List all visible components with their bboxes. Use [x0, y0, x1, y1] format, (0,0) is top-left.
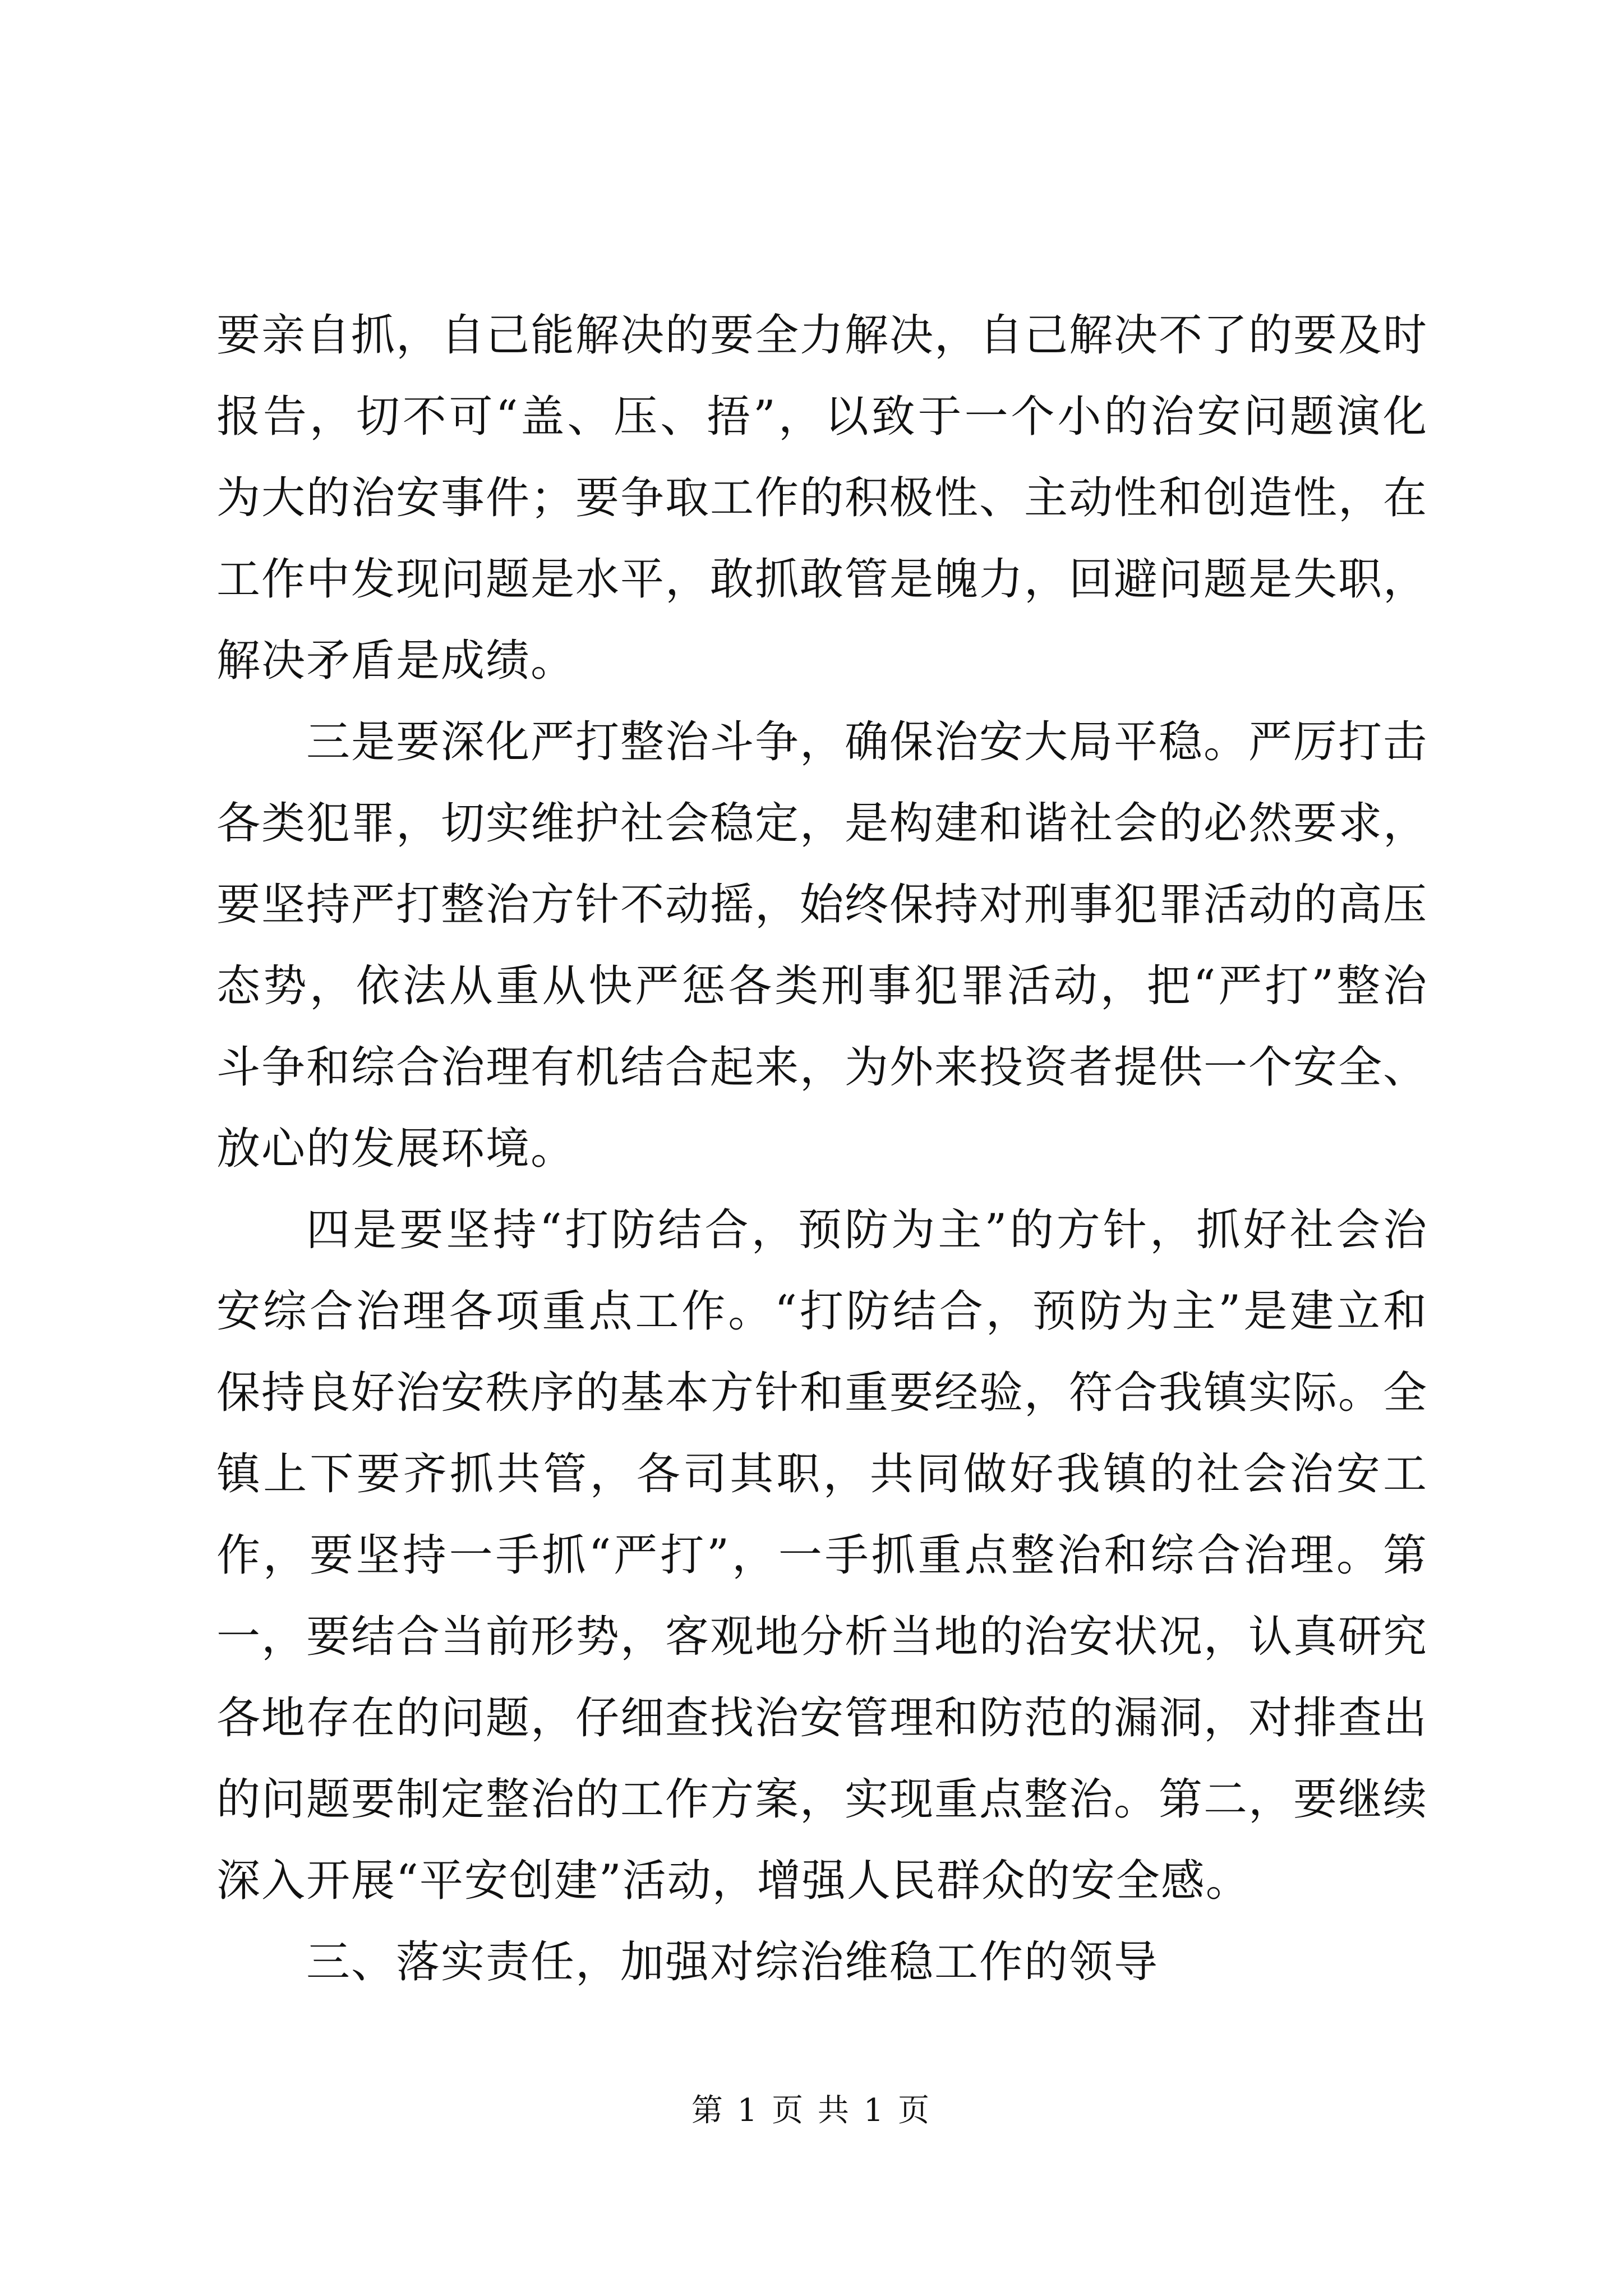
paragraph-continuation: 要亲自抓，自己能解决的要全力解决，自己解决不了的要及时报告，切不可“盖、压、捂”，以致于一个小的治安问题演化为大的治安事件；要争取工作的积极性、主动性和创造性，在工作中发现问题是水平，敢抓敢管是魄力，回避问题是失职，解决矛盾是成绩。	[216, 310, 1428, 686]
paragraph-point-three: 三是要深化严打整治斗争，确保治安大局平稳。严厉打击各类犯罪，切实维护社会稳定，是构建和谐社会的必然要求，要坚持严打整治方针不动摇，始终保持对刑事犯罪活动的高压态势，依法从重从快严惩各类刑事犯罪活动，把“严打”整治斗争和综合治理有机结合起来，为外来投资者提供一个安全、放心的发展环境。	[216, 717, 1428, 1174]
paragraph-point-four: 四是要坚持“打防结合，预防为主”的方针，抓好社会治安综合治理各项重点工作。“打防结合，预防为主”是建立和保持良好治安秩序的基本方针和重要经验，符合我镇实际。全镇上下要齐抓共管，各司其职，共同做好我镇的社会治安工作，要坚持一手抓“严打”，一手抓重点整治和综合治理。第一，要结合当前形势，客观地分析当地的治安状况，认真研究各地存在的问题，仔细查找治安管理和防范的漏洞，对排查出的问题要制定整治的工作方案，实现重点整治。第二，要继续深入开展“平安创建”活动，增强人民群众的安全感。	[216, 1205, 1428, 1906]
page-number-footer: 第 1 页 共 1 页	[691, 2092, 932, 2129]
section-heading: 三、落实责任，加强对综治维稳工作的领导	[306, 1937, 1159, 1987]
document-body	[216, 295, 1428, 2003]
